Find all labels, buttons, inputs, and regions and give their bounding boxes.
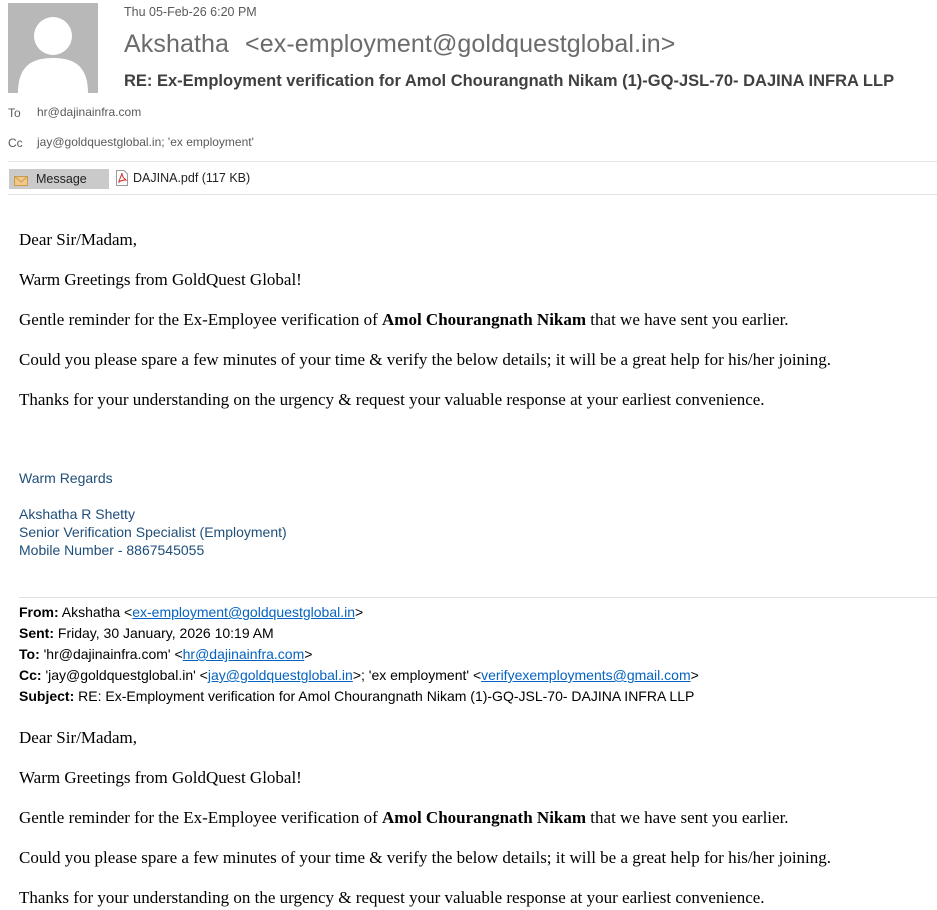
quoted-reminder-line <box>19 808 789 828</box>
message-tab[interactable] <box>9 169 109 189</box>
quoted-candidate-name: Amol Chourangnath Nikam <box>382 808 587 827</box>
signature-mobile: Mobile Number - 8867545055 <box>19 542 205 558</box>
request-line: Could you please spare a few minutes of your time & verify the below details; it will be a great help for his/her joining. <box>19 350 832 369</box>
thanks-line: Thanks for your understanding on the urgency & request your valuable response at your earliest convenience. <box>19 390 765 409</box>
fwd-cc-close: > <box>690 667 699 683</box>
quoted-reminder-suffix: that we have sent you earlier. <box>586 808 789 827</box>
reminder-suffix: that we have sent you earlier. <box>586 310 789 329</box>
fwd-cc-email1-link[interactable]: jay@goldquestglobal.in <box>207 667 353 683</box>
quoted-thanks-line: Thanks for your understanding on the urgency & request your valuable response at your earliest convenience. <box>19 888 765 907</box>
quoted-greeting: Dear Sir/Madam, <box>19 728 138 747</box>
fwd-subject-line <box>19 688 694 704</box>
fwd-to-close: > <box>304 646 313 662</box>
to-recipients[interactable]: hr@dajinainfra.com <box>37 105 142 119</box>
fwd-cc-label: Cc: <box>19 667 42 683</box>
sender-name[interactable]: Akshatha <box>124 30 230 58</box>
fwd-sent-line <box>19 625 274 641</box>
fwd-cc-line <box>19 667 699 683</box>
fwd-subject-value: RE: Ex-Employment verification for Amol Chourangnath Nikam (1)-GQ-JSL-70- DAJINA INFRA LLP <box>74 688 695 704</box>
fwd-cc-email2-link[interactable]: verifyexemployments@gmail.com <box>481 667 691 683</box>
received-date: Thu 05-Feb-26 6:20 PM <box>124 5 257 19</box>
forward-divider <box>19 597 937 598</box>
reminder-prefix: Gentle reminder for the Ex-Employee verification of <box>19 310 382 329</box>
fwd-to-email-link[interactable]: hr@dajinainfra.com <box>182 646 305 662</box>
fwd-from-line <box>19 604 363 620</box>
fwd-from-email-link[interactable]: ex-employment@goldquestglobal.in <box>132 604 356 620</box>
quoted-request-line: Could you please spare a few minutes of your time & verify the below details; it will be a great help for his/her joining. <box>19 848 832 867</box>
fwd-subject-label: Subject: <box>19 688 75 704</box>
sender-avatar <box>8 3 98 93</box>
cc-recipients[interactable]: jay@goldquestglobal.in; 'ex employment' <box>37 135 254 149</box>
tabs-divider <box>8 194 937 195</box>
cc-label: Cc <box>8 136 23 150</box>
envelope-icon <box>14 175 28 184</box>
quoted-reminder-prefix: Gentle reminder for the Ex-Employee verification of <box>19 808 382 827</box>
message-tab-label: Message <box>36 172 87 186</box>
attachment-dajina-pdf[interactable] <box>116 170 250 186</box>
email-subject: RE: Ex-Employment verification for Amol Chourangnath Nikam (1)-GQ-JSL-70- DAJINA INFRA LLP <box>124 72 895 90</box>
fwd-from-label: From: <box>19 604 59 620</box>
reminder-line <box>19 310 789 330</box>
signature-name: Akshatha R Shetty <box>19 506 135 522</box>
sender-email[interactable]: <ex-employment@goldquestglobal.in> <box>245 30 676 58</box>
fwd-sent-label: Sent: <box>19 625 54 641</box>
header-divider <box>8 161 937 162</box>
fwd-sent-value: Friday, 30 January, 2026 10:19 AM <box>54 625 274 641</box>
sender[interactable] <box>124 30 675 59</box>
signature-regards: Warm Regards <box>19 470 113 486</box>
signature-title: Senior Verification Specialist (Employment) <box>19 524 287 540</box>
fwd-cc-mid: >; 'ex employment' < <box>352 667 482 683</box>
fwd-from-name: Akshatha < <box>58 604 133 620</box>
warm-greetings: Warm Greetings from GoldQuest Global! <box>19 270 302 289</box>
quoted-warm-greetings: Warm Greetings from GoldQuest Global! <box>19 768 302 787</box>
fwd-from-close: > <box>355 604 364 620</box>
to-label: To <box>8 106 21 120</box>
fwd-to-prefix: 'hr@dajinainfra.com' < <box>39 646 183 662</box>
attachment-label: DAJINA.pdf (117 KB) <box>133 171 251 185</box>
fwd-cc-prefix: 'jay@goldquestglobal.in' < <box>41 667 208 683</box>
pdf-file-icon <box>116 170 128 186</box>
greeting: Dear Sir/Madam, <box>19 230 138 249</box>
candidate-name: Amol Chourangnath Nikam <box>382 310 587 329</box>
fwd-to-line <box>19 646 312 662</box>
fwd-to-label: To: <box>19 646 40 662</box>
person-icon <box>8 3 98 93</box>
